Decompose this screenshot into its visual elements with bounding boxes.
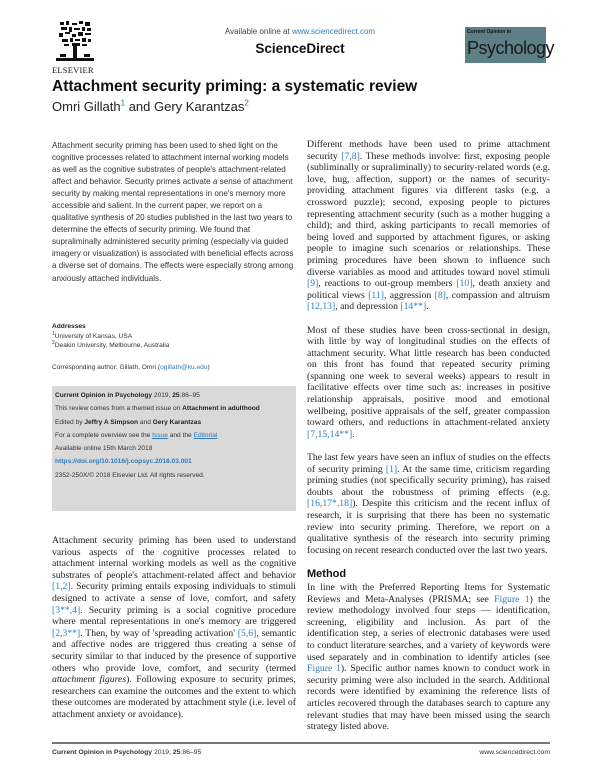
editor-2: Gery Karantzas bbox=[152, 418, 202, 426]
text-run: Attachment security priming has been used to understand various aspects of the cognitive processes related to attachment internal working models as well as the cognitive substrates of people's attachment-related affect and behavior bbox=[52, 535, 296, 581]
body-right-column bbox=[307, 139, 550, 733]
author-2: Gery Karantzas bbox=[154, 99, 245, 114]
address-sup: 1 bbox=[52, 330, 55, 337]
text-run: . These methods involve: first, exposing people (subliminally or supraliminally) to security-related words (e.g. love, hug, affection, support) or the names of security-providing attachment figures via different tasks (e.g. a crossword puzzle); second, exposing people to pictures representing attachment security (such as a mother hugging a child); and third, asking participants to recall memories of being loved and supported by attachment figures, or asking people to imagine such scenarios or relationships. These priming procedures have been shown to influence such diverse variables as mood and attitudes toward novel stimuli bbox=[307, 150, 550, 278]
citation-link[interactable]: [12,13] bbox=[307, 301, 336, 313]
editors-line bbox=[55, 416, 293, 429]
addresses bbox=[52, 322, 296, 351]
citation-link[interactable]: [2,3**] bbox=[52, 627, 81, 639]
body-left-column bbox=[52, 535, 296, 721]
journal-name: Current Opinion in Psychology bbox=[55, 392, 153, 399]
abstract: Attachment security priming has been used to shed light on the cognitive processes related to attachment internal working models as well as the cognitive substrates of people's attachment-related affect and behavior. Security primes activate a sense of attachment security by making mental representations in one's memory more accessible and salient. In the current paper, we report on a qualitative synthesis of 20 studies published in the last two years to determine the effects of security priming. We found that supraliminally administered security priming (especially via guided imagery or visualization) is associated with beneficial effects across a diverse set of domains. The effects were especially strong among anxiously attached individuals. bbox=[52, 141, 294, 283]
author-join: and bbox=[125, 99, 154, 114]
paragraph bbox=[52, 535, 296, 721]
elsevier-wordmark: ELSEVIER bbox=[52, 65, 94, 75]
italic-term: attachment figures bbox=[52, 674, 127, 686]
footer-site[interactable]: www.sciencedirect.com bbox=[479, 749, 550, 756]
footer-citation bbox=[52, 748, 201, 757]
address-text: University of Kansas, USA bbox=[54, 332, 133, 340]
text-run: . bbox=[352, 428, 355, 440]
footer-divider-right bbox=[300, 742, 550, 744]
author-1: Omri Gillath bbox=[52, 99, 121, 114]
editor-join: and bbox=[138, 418, 153, 426]
corr-email-link[interactable]: ogillath@ku.edu bbox=[160, 364, 208, 371]
address-1 bbox=[52, 332, 296, 342]
issue-link[interactable]: Issue bbox=[152, 431, 168, 439]
citation-link[interactable]: [11] bbox=[368, 289, 384, 301]
doi-link[interactable]: https://doi.org/10.1016/j.copsyc.2018.03.001 bbox=[55, 458, 192, 466]
text-run: ) the review methodology involved four steps — identification, screening, eligibility and inclusion. As part of the identification step, a series of electronic databases were used to conduct literature searches, and a variety of keywords were used separately and in combination to identify articles (see bbox=[307, 593, 551, 663]
paragraph bbox=[307, 325, 550, 441]
text-run: . Security priming entails exposing individuals to stimuli designed to activate a sense of love, comfort, and safety bbox=[52, 581, 296, 604]
footer-volume: 25 bbox=[172, 749, 181, 756]
corr-suffix: ) bbox=[207, 364, 210, 371]
themed-issue-line bbox=[55, 402, 293, 415]
year: 2019, bbox=[152, 392, 173, 399]
text-run: Most of these studies have been cross-sectional in design, with little by way of longitudinal studies on the effects of attachment security. What little research has been conducted on this front has found that repeated security priming (spanning one week to several weeks) appears to result in facilitative effects over time such as: increases in positive relationship appraisals, positive mood and emotional wellbeing, positive appraisals of the self, greater compassion toward others, and reductions in attachment-related anxiety bbox=[307, 324, 550, 429]
overview-mid: and the bbox=[167, 431, 194, 439]
overview-line bbox=[55, 429, 293, 442]
citation-link[interactable]: [7,8] bbox=[341, 150, 360, 162]
paragraph bbox=[307, 582, 550, 733]
author-2-affiliation[interactable]: 2 bbox=[244, 98, 249, 108]
citation-link[interactable]: [9] bbox=[307, 278, 319, 290]
pages: :86–95 bbox=[179, 392, 200, 399]
overview-prefix: For a complete overview see the bbox=[55, 431, 153, 439]
platform-name: ScienceDirect bbox=[255, 41, 345, 56]
paragraph bbox=[307, 139, 550, 313]
footer-divider-left bbox=[52, 742, 302, 744]
footer-year: 2019, bbox=[152, 749, 173, 756]
text-run: ). Specific author names known to conduct work in security priming were also included in the search. Additional records were identified by examining the reference lists of articles recovered through the databases search to capture any relevant studies that may have been missed using the search strategy listed above. bbox=[307, 663, 551, 733]
footer-journal: Current Opinion in Psychology bbox=[52, 749, 153, 756]
citation-link[interactable]: [14**] bbox=[400, 301, 427, 313]
citation-link[interactable]: [1,2] bbox=[52, 581, 71, 593]
text-run: , compassion and altruism bbox=[445, 289, 550, 301]
text-run: , and depression bbox=[335, 301, 401, 313]
theme: Attachment in adulthood bbox=[182, 405, 260, 413]
text-run: , reactions to out-group members bbox=[318, 278, 457, 290]
available-prefix: Available online at bbox=[224, 27, 292, 36]
text-run: . At the same time, criticism regarding priming studies (not specifically security priming), has raised doubts about the robustness of priming effects (e.g. bbox=[307, 463, 550, 498]
sciencedirect-link[interactable]: www.sciencedirect.com bbox=[291, 27, 376, 36]
method-heading: Method bbox=[307, 567, 347, 580]
citation-link[interactable]: Figure 1 bbox=[494, 593, 530, 605]
citation-link[interactable]: [5,6] bbox=[237, 627, 257, 639]
citation-link[interactable]: [16,17*,18] bbox=[307, 498, 353, 510]
address-2 bbox=[52, 341, 296, 351]
journal-logo-small: Current Opinion in bbox=[467, 29, 512, 35]
citation-link[interactable]: Figure 1 bbox=[307, 663, 341, 675]
addresses-heading: Addresses bbox=[52, 323, 86, 330]
text-run: ). Following exposure to security primes, researchers can examine the outcomes and the extent to which these outcomes are moderated by attachment style (i.e. level of attachment anxiety or avoidance). bbox=[52, 674, 296, 720]
text-run: Different methods have been used to prime attachment security bbox=[307, 139, 550, 162]
text-run: . bbox=[426, 301, 429, 313]
text-run: ). Despite this criticism and the recent influx of research, it is surprising that there has been no systematic review into security priming. Therefore, we report on a qualitative synthesis of the research into security priming focusing on recent research conducted over the last two years. bbox=[307, 498, 550, 556]
address-text: Deakin University, Melbourne, Australia bbox=[54, 342, 170, 349]
citation-line bbox=[55, 389, 293, 402]
text-run: In line with the Preferred Reporting Items for Systematic Reviews and Meta-Analyses (PRISMA; see bbox=[307, 581, 550, 605]
copyright: 2352-250X/© 2018 Elsevier Ltd. All rights reserved. bbox=[55, 471, 205, 479]
edited-prefix: Edited by bbox=[55, 418, 85, 426]
article-title: Attachment security priming: a systematic review bbox=[52, 78, 418, 95]
text-run: The last few years have seen an influx of studies on the effects of security priming bbox=[307, 452, 550, 475]
address-sup: 2 bbox=[52, 339, 55, 346]
citation-link[interactable]: [10] bbox=[456, 278, 473, 290]
text-run: , aggression bbox=[383, 289, 435, 301]
text-run: , death anxiety and political views bbox=[307, 278, 551, 301]
journal-logo-big: Psychology bbox=[467, 38, 555, 58]
authors bbox=[52, 99, 249, 114]
paragraph bbox=[307, 452, 550, 556]
article-info-box bbox=[52, 386, 296, 511]
corresponding-author bbox=[52, 363, 210, 372]
citation-link[interactable]: [3**,4] bbox=[52, 604, 81, 616]
themed-prefix: This review comes from a themed issue on bbox=[55, 405, 183, 413]
text-run: . Security priming is a social cognitive procedure where mental representations in one's memory are triggered bbox=[52, 604, 296, 628]
citation-link[interactable]: [8] bbox=[434, 289, 446, 301]
journal-logo bbox=[465, 27, 555, 63]
text-run: , semantic and affective nodes are triggered thus creating a sense of security similar to that induced by the presence of supportive others who provide love, comfort, and security (termed bbox=[52, 627, 296, 674]
editor-1: Jeffry A Simpson bbox=[84, 418, 139, 426]
editorial-link[interactable]: Editorial bbox=[193, 431, 218, 439]
footer-pages: :86–95 bbox=[180, 749, 202, 756]
available-date: Available online 15th March 2018 bbox=[55, 445, 153, 453]
corr-prefix: Corresponding author: Gillath, Omri ( bbox=[52, 364, 161, 371]
volume: 25 bbox=[172, 392, 180, 399]
citation-link[interactable]: [1] bbox=[385, 463, 398, 475]
author-1-affiliation[interactable]: 1 bbox=[120, 98, 126, 108]
citation-link[interactable]: [7,15,14**] bbox=[307, 428, 353, 440]
text-run: . Then, by way of 'spreading activation' bbox=[80, 627, 238, 639]
